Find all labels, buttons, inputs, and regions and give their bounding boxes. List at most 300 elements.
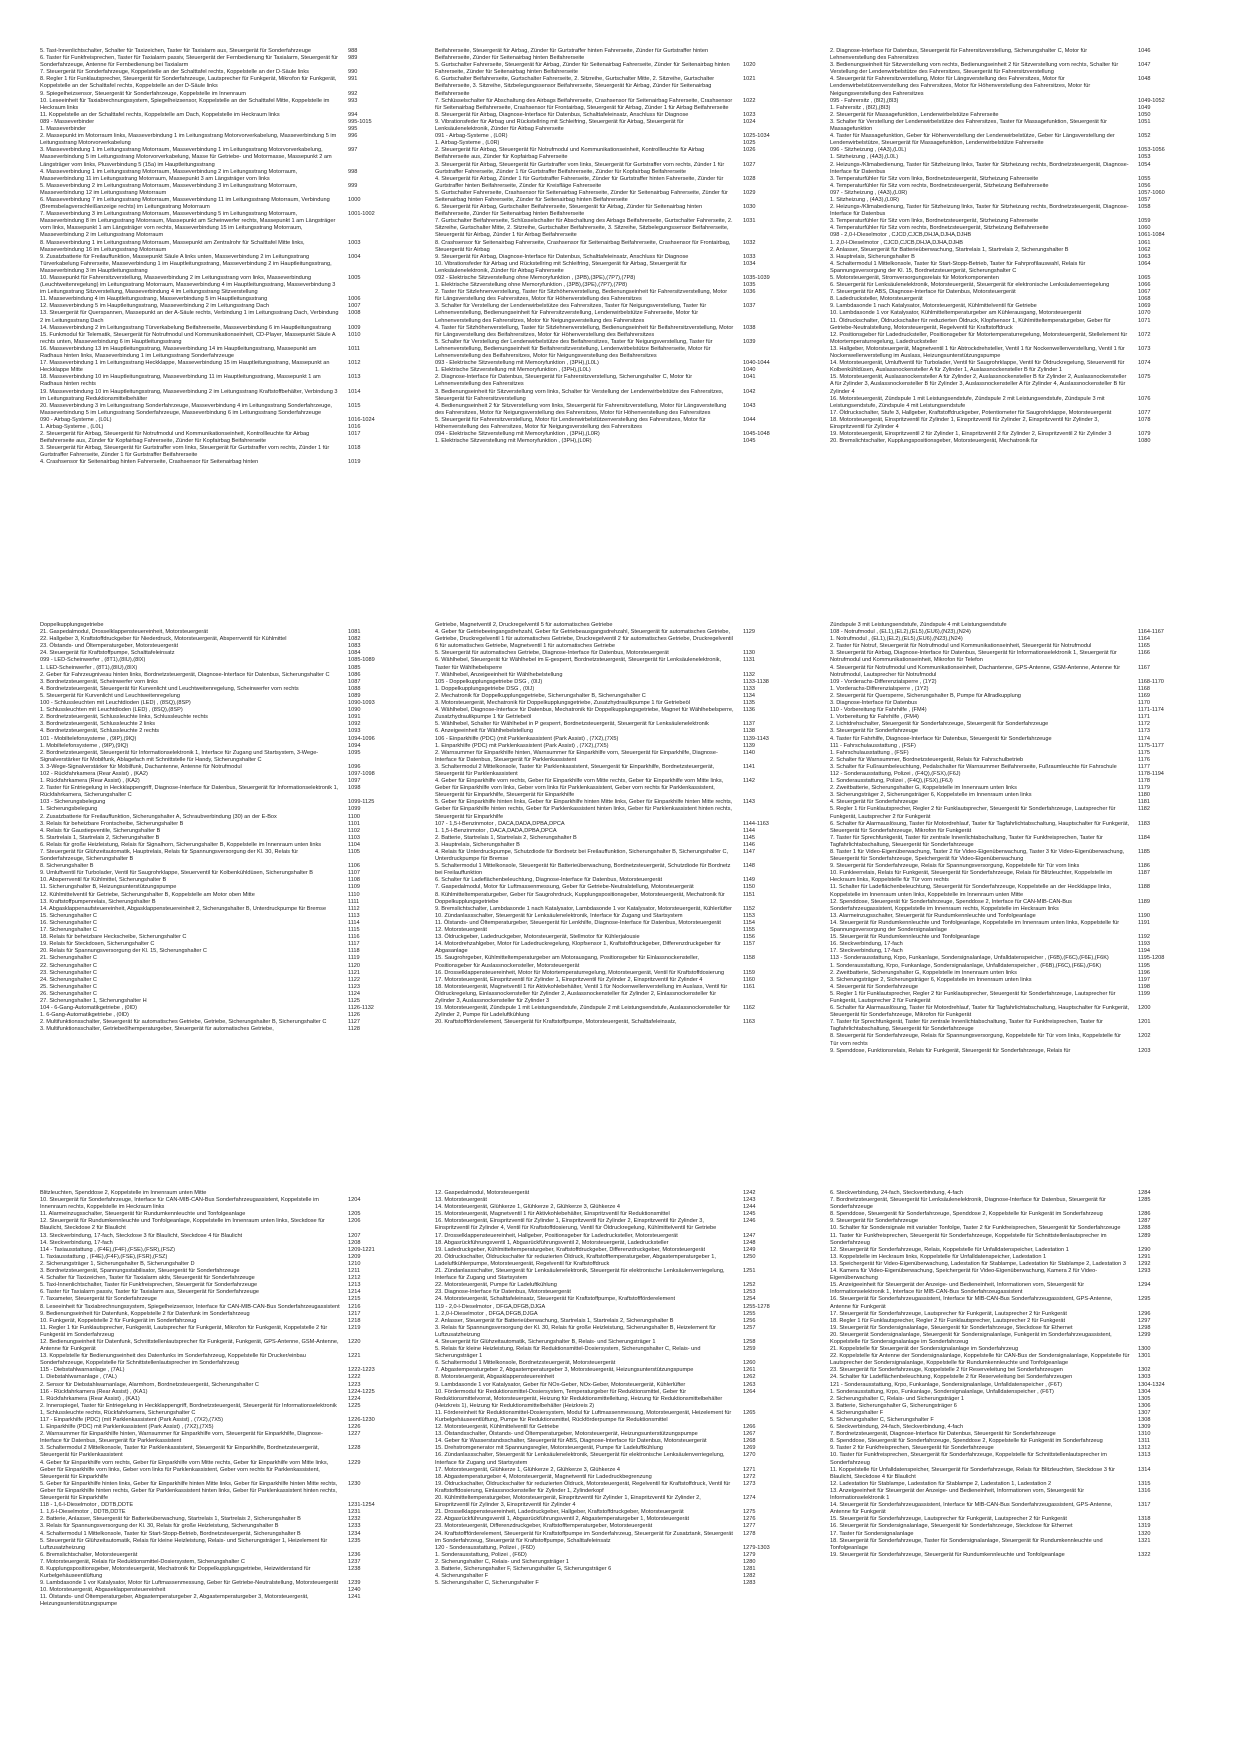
entry-text: 3. Temperaturfühler für Sitz vorn links, Bordnetzsteuergerät, Sitzheizung Fahrerseite	[830, 218, 1039, 225]
entry-text: 4. Masseverbindung 1 im Leitungsstrang Motorraum, Masseverbindung 2 im Leitungsstrang Motorraum, Masseverbindung 11 im Leitungsstrang Motorraum, Massepunkt 3 am Längsträger vorn links	[40, 168, 298, 182]
entry-page-number: 1222	[348, 1374, 361, 1381]
index-entry	[830, 1552, 1200, 1559]
entry-text: 3. Steuergerät für Airbag, Steuergerät für Gurtstraffer vorn links, Steuergerät für Gurtstraffer vorn rechts, Zünder 1 für Gurtstraffer Fahrerseite, Zünder 1 für Gurtstraffer Beifahrerseite	[40, 445, 330, 459]
entry-text: 20. Öldruckschalter, Öldruckschalter für reduzierten Öldruck, Kraftstofftemperaturgeber, Abgastemperaturgeber 1, Ladeluftkühlerpumpe, Motorsteuergerät, Regelventil für Kraftstoffdruck	[435, 1253, 716, 1267]
entry-text: 8. Leseeinheit für Taxiabrechnungssystem, Spiegelheizsensor, Interface für CAN-MIB-CAN-Bus Sonderfahrzeugassistent	[40, 1303, 340, 1310]
entry-text: 6. Schaltermodul 1 Mittelkonsole, Bordnetzsteuergerät, Motorsteuergerät	[435, 1360, 616, 1367]
entry-text: 11. Schalter für Ladeflächenbeleuchtung, Steuergerät für Sonderfahrzeuge, Koppelstelle an der Heckklappe links, Koppelstelle im Innenraum unten links, Koppelstelle im Innenraum unten Mitte	[830, 884, 1112, 898]
entry-page-number: 1024	[743, 118, 756, 125]
index-entry	[830, 948, 1200, 955]
entry-text: 20. Kühlmitteltemperaturgeber, Motorsteuergerät, Einspritzventil für Zylinder 1, Einspritzventil für Zylinder 2, Einspritzventil für Zylinder 3, Einspritzventil für Zylinder 4	[435, 1495, 701, 1509]
index-entry	[435, 1218, 805, 1232]
entry-text: 3. Bedienungseinheit für Sitzverstellung vorn links, Schalter für Verstellung der Lendenwirbelstütze des Fahrersitzes, Steuergerät für Fahrersitzverstellung	[435, 388, 724, 402]
entry-page-number: 1075	[1138, 374, 1151, 381]
index-entry	[40, 1382, 410, 1389]
entry-page-number: 1281	[743, 1565, 756, 1572]
entry-text: 5. Geber für Einparkhilfe hinten links, Geber für Einparkhilfe hinten Mitte links, Geber für Einparkhilfe hinten Mitte rechts, Geber für Einparkhilfe hinten rechts, Geber für Parklenkassistent hinten links, Geber für Parklenkassistent hinten rechts, Steuergerät für Einparkhilfe	[40, 1480, 338, 1502]
entry-page-number: 1048	[1138, 76, 1151, 83]
index-entry	[40, 934, 410, 941]
entry-page-number: 1021	[743, 76, 756, 83]
entry-text: 21. Sicherungshalter C	[40, 955, 97, 962]
index-entry	[435, 1438, 805, 1445]
index-entry	[435, 133, 805, 140]
entry-text: 9. Spenddose, Funktionsrelais, Relais für Funkgerät, Steuergerät für Sonderfahrzeuge, Relais für	[830, 1047, 1071, 1054]
entry-text: 1. 2,0-l-Dieselmotor , CJCD,CJCB,DHJA,DJHA,DJHB	[830, 239, 964, 246]
entry-page-number: 1042	[743, 388, 756, 395]
entry-text: 2. Heizungs-/Klimabedienung, Taster für Sitzheizung links, Taster für Sitzheizung rechts, Bordnetzsteuergerät, Diagnose-Interface für Datenbus	[830, 204, 1129, 218]
entry-text: 7. Wählhebel, Anzeigeeinheit für Wählhebelstellung	[435, 671, 563, 678]
index-entry	[40, 828, 410, 835]
index-entry	[830, 1218, 1200, 1225]
entry-page-number: 1178	[1138, 778, 1151, 785]
entry-text: 3. Bordnetzsteuergerät, Scheinwerfer vorn links	[40, 678, 158, 685]
entry-text: 2. Batterie, Startrelais 1, Startrelais 2, Sicherungshalter B	[435, 834, 577, 841]
index-entry	[830, 771, 1200, 778]
index-entry	[435, 736, 805, 743]
index-entry	[830, 225, 1200, 232]
entry-text: 2. Sicherungshalter C, Relais- und Sicherungsträger 1	[830, 1395, 965, 1402]
index-column	[830, 48, 1200, 467]
index-entry	[435, 218, 805, 239]
index-entry	[40, 1580, 410, 1587]
entry-text: 1. Elektrische Sitzverstellung mit Memoryfunktion , (3PH),(L0L)	[435, 367, 591, 374]
entry-text: 2. Batterie, Anlasser, Steuergerät für Batterieüberwachung, Startrelais 1, Startrelais 2, Sicherungshalter B	[40, 1516, 301, 1523]
index-entry	[830, 629, 1200, 636]
entry-text: 6. Masseverbindung 7 im Leitungsstrang Motorraum, Masseverbindung 11 im Leitungsstrang Motorraum, Verbindung (Bremsbelagverschleißanzeige rechts) im Leitungsstrang Motorraum	[40, 196, 330, 211]
entry-text: 4. Steuergerät für Notrufmodul und Kommunikationseinheit, Dachantenne, GPS-Antenne, GSM-Antenne, Antenne für Notrufmodul, Lautsprecher für Notrufmodul	[830, 664, 1121, 678]
entry-page-number: 1122	[348, 976, 361, 983]
index-entry	[435, 1467, 805, 1474]
entry-page-number: 1133-1138	[743, 678, 769, 685]
entry-page-number: 1093	[348, 728, 361, 735]
entry-page-number: 1134	[743, 692, 756, 699]
entry-text: 14. Steuergerät für Rundumkennleuchte und Tonfolgeanlage, Koppelstelle im Innenraum unten links, Koppelstelle für Spannungsversorgung der Sondersignalanlage	[830, 919, 1120, 934]
index-entry	[40, 728, 410, 735]
entry-page-number: 1130	[743, 650, 756, 657]
index-entry	[435, 629, 805, 650]
entry-text: 15. Sicherungshalter C	[40, 912, 97, 919]
entry-text: 11. Öldruckschalter, Öldruckschalter für reduzierten Öldruck, Klopfsensor 1, Kühlmitteltemperaturgeber, Geber für Getriebe-Neutralstellung, Motorsteuergerät, Regelventil für Kraftstoffdruck	[830, 317, 1111, 331]
entry-page-number: 1315	[1138, 1480, 1151, 1487]
entry-page-number: 1095	[348, 749, 361, 756]
index-column	[40, 48, 410, 467]
entry-page-number: 1026	[743, 147, 756, 154]
entry-page-number: 1280	[743, 1558, 756, 1565]
entry-text: 9. Bremslichtschalter, Lambdasonde 1 nach Katalysator, Lambdasonde 1 vor Katalysator, Motorsteuergerät, Kühlerlüfter	[435, 905, 732, 912]
index-entry	[40, 1005, 410, 1012]
entry-text: 2. Multifunktionsschalter, Steuergerät für automatisches Getriebe, Getriebe, Sicherungshalter B, Sicherungshalter C	[40, 1019, 327, 1026]
entry-page-number: 1069	[1138, 303, 1151, 310]
entry-text: 1. Vorbereitung für Fahrhilfe , (FM4)	[830, 714, 919, 721]
entry-page-number: 1169	[1138, 692, 1151, 699]
entry-page-number: 1023	[743, 111, 756, 118]
entry-text: 1. Fahrersitz , (8I2),(8I3)	[830, 104, 891, 111]
entry-text: 3. Relais für Spannungsversorgung der Kl. 30, Relais für große Heizleistung, Sicherungshalter B	[40, 1523, 279, 1530]
entry-page-number: 1016-1024	[348, 416, 375, 423]
entry-page-number: 1016	[348, 423, 361, 430]
entry-text: 17. Drosselklappensteuereinheit, Hallgeber, Positionsgeber für Ladedrucksteller, Motorsteuergerät	[435, 1232, 678, 1239]
index-entry	[435, 1509, 805, 1516]
entry-text: 12. Gaspedalmodul, Motorsteuergerät	[435, 1190, 530, 1196]
entry-text: 5. Gurtschalter Fahrerseite, Crashsensor für Seitenairbag Fahrerseite, Zünder für Seitenairbag Fahrerseite, Zünder für Seitenairbag hinten Fahrerseite, Zünder für Seitenairbag hinten Beifahrerseite	[435, 189, 728, 203]
entry-page-number: 1132	[743, 671, 756, 678]
entry-text: 100 - Schlussleuchten mit Leuchtdioden (LED) , (8SQ),(8SP)	[40, 700, 191, 707]
index-entry	[830, 806, 1200, 820]
index-entry	[435, 367, 805, 374]
entry-text: 9. Steuergerät für Sonderfahrzeuge	[830, 1218, 919, 1225]
entry-text: 9. Spiegelheizsensor, Steuergerät für Sonderfahrzeuge, Koppelstelle im Innenraum	[40, 90, 246, 97]
entry-page-number: 1168-1170	[1138, 678, 1164, 685]
entry-text: 6. Wählhebel, Steuergerät für Wählhebel im E-gesperrt, Bordnetzsteuergerät, Steuergerät für Lenksäulenelektronik, Taster für Wählhebelsperre	[435, 657, 722, 671]
entry-page-number: 1226	[348, 1424, 361, 1431]
entry-text: 12. Spenddose, Steuergerät für Sonderfahrzeuge, Spenddose 2, Interface für CAN-MIB-CAN-Bus Sonderfahrzeugassistent, Koppelstelle im Innenraum rechts, Koppelstelle im Heckraum links	[830, 898, 1072, 912]
index-entry	[435, 1360, 805, 1367]
index-entry	[40, 91, 410, 98]
index-entry	[435, 240, 805, 254]
entry-text: 3. Sicherungsträger 2, Sicherungsträger 6, Koppelstelle im Innenraum unten links	[830, 976, 1032, 983]
entry-text: 27. Sicherungshalter 1, Sicherungshalter H	[40, 997, 147, 1004]
entry-text: 4. Bordnetzsteuergerät, Steuergerät für Kurvenlicht und Leuchtweitenregelung, Scheinwerfer vorn rechts	[40, 685, 299, 692]
index-entry	[435, 970, 805, 977]
entry-text: 14. Abgasklappenaufsteuereinheit, Abgasklappensteuereinheit 2, Sicherungshalter B, Unterdruckpumpe für Bremse	[40, 905, 327, 912]
index-entry	[40, 1240, 410, 1247]
index-entry	[435, 204, 805, 218]
entry-page-number: 1217	[348, 1310, 361, 1317]
entry-page-number: 1319	[1138, 1523, 1151, 1530]
entry-text: 10. Vibrationsfeder für Airbag und Rückstellring mit Schleifring, Steuergerät für Airbag, Steuergerät für Lenksäulenelektronik, Zünder für Airbag Fahrerseite	[435, 260, 687, 274]
index-entry	[40, 977, 410, 984]
entry-page-number: 1068	[1138, 296, 1151, 303]
entry-page-number: 1222-1223	[348, 1367, 375, 1374]
index-entry	[830, 76, 1200, 97]
index-entry	[830, 721, 1200, 728]
index-entry	[40, 1190, 410, 1197]
entry-text: 13. Alarmeinzugsschalter, Steuergerät für Rundumkennleuchte und Tonfolgeanlage	[830, 912, 1036, 919]
index-entry	[830, 1311, 1200, 1318]
entry-page-number: 1025	[743, 140, 756, 147]
entry-text: 1. Einparkhilfe (PDC) mit Parklenkassistent (Park Assist) , (7X2),(7X5)	[435, 742, 609, 749]
entry-text: 17. Motorsteuergerät, Einspritzventil für Zylinder 1, Einspritzventil für Zylinder 2, Einspritzventil für Zylinder 4	[435, 976, 703, 983]
entry-text: 16. Steuergerät für Sonderfahrzeugassistent, Interface für MIB-CAN-Bus Sonderfahrzeugassistent, GPS-Antenne, Antenne für Funkgerät	[830, 1296, 1113, 1310]
index-entry	[830, 1254, 1200, 1261]
index-entry	[830, 977, 1200, 984]
page-section-1	[40, 48, 1200, 467]
entry-page-number: 1045-1048	[743, 431, 770, 438]
entry-page-number: 1011	[348, 345, 361, 352]
entry-text: 1. Rückfahrkamera (Rear Assist) , (KA2)	[40, 778, 140, 785]
index-entry	[830, 133, 1200, 147]
entry-text: 3. Relais für beheizbare Frontscheibe, Sicherungshalter B	[40, 820, 184, 827]
entry-text: 25. Sicherungshalter C	[40, 983, 97, 990]
entry-text: 10. Zündanlassschalter, Steuergerät für Lenksäulenelektronik, Interface für Zugang und Startsystem	[435, 912, 683, 919]
entry-page-number: 1160	[743, 976, 756, 983]
entry-page-number: 1067	[1138, 289, 1151, 296]
entry-page-number: 1149	[743, 877, 756, 884]
entry-page-number: 991	[348, 76, 358, 83]
entry-page-number: 1111	[348, 898, 360, 905]
entry-text: 2. Taster für Entriegelung in Heckklappengriff, Diagnose-Interface für Datenbus, Steuergerät für Informationselektronik 1, Rückfahrkamera, Sicherungshalter C	[40, 785, 339, 799]
entry-text: 104 - 6-Gang-Automatikgetriebe , (0ID)	[40, 1005, 138, 1012]
entry-page-number: 1087	[348, 678, 361, 685]
index-entry	[40, 948, 410, 955]
index-entry	[830, 679, 1200, 686]
entry-page-number: 1239	[348, 1580, 361, 1587]
index-entry	[40, 799, 410, 806]
index-entry	[40, 112, 410, 119]
index-entry	[830, 1211, 1200, 1218]
index-entry	[830, 254, 1200, 261]
entry-text: 4. Temperaturfühler für Sitz vorn rechts, Bordnetzsteuergerät, Sitzheizung Beifahrerseite	[830, 225, 1049, 232]
entry-text: 1. Vorderachs-Differenzialsperre , (1Y2)	[830, 685, 929, 692]
entry-page-number: 988	[348, 48, 358, 54]
index-entry	[830, 643, 1200, 650]
entry-page-number: 1157	[743, 941, 756, 948]
entry-page-number: 997	[348, 147, 358, 154]
entry-page-number: 1251	[743, 1268, 756, 1275]
entry-text: 14. Motorsteuergerät, Umluftventil für Turbolader, Ventil für Saugrohrklappe, Ventil für Öldruckregelung, Steuerventil für Kolbenkühldüsen, Auslassnockensteller A für Zylinder 1, Auslassnockensteller B für Zylinder 1	[830, 360, 1125, 374]
entry-text: 112 - Sonderausstattung, Polizei , (F4Q),(FSX),(F6J)	[830, 770, 961, 777]
index-entry	[830, 963, 1200, 970]
entry-page-number: 1186	[1138, 863, 1151, 870]
entry-page-number: 1209	[348, 1253, 361, 1260]
index-entry	[435, 1190, 805, 1197]
entry-page-number: 1100	[348, 813, 361, 820]
entry-text: 1. Sonderausstattung, Krpo, Funkanlage, Sondersignalanlage, Unfalldatenspeicher , (F6T)	[830, 1388, 1054, 1395]
index-entry	[40, 183, 410, 197]
entry-page-number: 1079	[1138, 431, 1151, 438]
index-entry	[435, 1197, 805, 1204]
entry-page-number: 1265	[743, 1409, 756, 1416]
entry-page-number: 1291	[1138, 1253, 1151, 1260]
entry-page-number: 1033	[743, 253, 756, 260]
index-entry	[830, 261, 1200, 275]
entry-page-number: 1279-1303	[743, 1544, 770, 1551]
entry-text: 22. Hallgeber 3, Kraftstoffdruckgeber für Niederdruck, Motorsteuergerät, Absperrventil für Kühlmittel	[40, 636, 287, 643]
index-entry	[435, 884, 805, 891]
entry-text: 114 - Taxiausstattung , (F4E),(F4F),(FSE),(FSR),(FSZ)	[40, 1246, 175, 1253]
entry-page-number: 1089	[348, 692, 361, 699]
entry-page-number: 1282	[743, 1573, 756, 1580]
entry-page-number: 1108	[348, 877, 361, 884]
entry-page-number: 1292	[1138, 1260, 1151, 1267]
entry-page-number: 1318	[1138, 1516, 1151, 1523]
index-entry	[40, 892, 410, 899]
index-entry	[830, 247, 1200, 254]
entry-page-number: 1297	[1138, 1317, 1151, 1324]
index-entry	[40, 459, 410, 466]
index-entry	[40, 296, 410, 303]
entry-text: 12. Bedienungseinheit für Datenfunk, Schnittstellenlautsprecher für Funkgerät, Funkgerät, GPS-Antenne, GSM-Antenne, Antenne für Funkgerät	[40, 1338, 339, 1353]
entry-text: 5. Regler 1 für Funklautsprecher, Regler 2 für Funklautsprecher, Steuergerät für Sonderfahrzeuge, Lautsprecher für Funkgerät, Lautsprecher 2 für Funkgerät	[830, 806, 1116, 820]
index-entry	[435, 650, 805, 657]
entry-page-number: 1173	[1138, 728, 1151, 735]
index-entry	[435, 906, 805, 913]
index-entry	[830, 1325, 1200, 1332]
index-entry	[40, 913, 410, 920]
entry-page-number: 1171-1174	[1138, 707, 1164, 714]
entry-text: 17. Steckverbindung, 17-fach	[830, 948, 903, 955]
entry-page-number: 1001-1002	[348, 211, 375, 218]
entry-text: 7. Gurtschalter Beifahrerseite, Schlüsselschalter für Abschaltung des Airbags Beifahrerseite, Gurtschalter Fahrerseite, 2. Sitzreihe, Gurtschalter Mitte, 2. Sitzreihe, Gurtschalter Beifahrerseite, 3. Sitzreihe, Sitzbelegungssensor Beifahrerseite, Steuergerät für Airbag, Zünder 1 für Airbag Beifahrerseite	[435, 218, 733, 239]
entry-page-number: 1240	[348, 1587, 361, 1594]
index-entry	[435, 920, 805, 927]
entry-text: 18. Motorsteuergerät, Magnetventil 1 für Aktivkohlebehälter, Ventil 1 für Nockenwellenverstellung im Auslass, Ventil für Öldruckregelung, Einlassnockensteller für Zylinder 2, Auslassnockensteller für Zylinder 2, Einlassnockensteller für Zylinder 3, Auslassnockensteller für Zylinder 3	[435, 983, 728, 1004]
entry-text: 15. Steuergerät für Sonderfahrzeuge, Lautsprecher für Funkgerät, Lautsprecher 2 für Funkgerät	[830, 1516, 1067, 1523]
index-entry	[40, 169, 410, 183]
index-entry	[435, 1268, 805, 1282]
index-entry	[40, 1261, 410, 1268]
entry-text: 2. Zusatzbatterie für Freilauffunktion, Sicherungshalter A, Schraubverbindung (30) an der E-Box	[40, 813, 277, 820]
entry-text: 3. Schaltermodul 2 Mittelkonsole, Taster für Parklenkassistent, Steuergerät für Einparkhilfe, Bordnetzsteuergerät, Steuergerät für Parklenkassistent	[40, 1445, 320, 1459]
entry-page-number: 1118	[348, 948, 360, 955]
entry-text: 17. Motorsteuergerät, Glühkerze 1, Glühkerze 2, Glühkerze 3, Glühkerze 4	[435, 1466, 620, 1473]
entry-page-number: 1074	[1138, 360, 1151, 367]
entry-page-number: 1199	[1138, 990, 1151, 997]
index-entry	[830, 1019, 1200, 1033]
entry-page-number: 1088	[348, 685, 361, 692]
entry-page-number: 1046	[1138, 48, 1151, 54]
index-entry	[435, 1240, 805, 1247]
index-entry	[830, 1197, 1200, 1211]
entry-page-number: 1045	[743, 438, 756, 445]
entry-page-number: 1231	[348, 1509, 361, 1516]
entry-text: 12. Kühlmittelventil für Getriebe, Sicherungshalter B, Koppelstelle am Motor oben Mitte	[40, 891, 255, 898]
entry-text: 5. Wählhebel, Schalter für Wählhebel in P gesperrt, Bordnetzsteuergerät, Steuergerät für Lenksäulenelektronik	[435, 721, 709, 728]
entry-page-number: 1020	[743, 62, 756, 69]
entry-text: 4. Bedienungseinheit 2 für Sitzverstellung vorn links, Steuergerät für Fahrersitzverstellung, Motor für Längsverstellung des Fahrersitzes, Motor für Neigungsverstellung des Fahrersitzes, Motor für Höhenverstellung des Fahrersitzes	[435, 402, 727, 416]
entry-page-number: 1163	[743, 1019, 756, 1026]
index-entry	[435, 941, 805, 955]
entry-text: 1. Rückfahrkamera (Rear Assist) , (KA1)	[40, 1395, 140, 1402]
entry-text: 5. Gurtschalter Fahrerseite, Steuergerät für Airbag, Zünder für Seitenairbag Fahrerseite, Zünder für Seitenairbag hinten Fahrerseite, Zünder für Seitenairbag hinten Beifahrerseite	[435, 62, 730, 76]
entry-page-number: 1052	[1138, 133, 1151, 140]
entry-page-number: 1054	[1138, 161, 1151, 168]
entry-text: 13. Motorsteuergerät	[435, 1197, 487, 1204]
entry-text: 9. Steuergerät für Sonderfahrzeuge, Relais für Spannungsversorgung, Koppelstelle für Tür vorn links	[830, 863, 1080, 870]
index-entry	[435, 112, 805, 119]
entry-text: 7. Taxameter, Steuergerät für Sonderfahrzeuge	[40, 1296, 157, 1303]
entry-text: 1. Elektrische Sitzverstellung mit Memoryfunktion , (3PH),(L0R)	[435, 438, 592, 445]
entry-text: 5. Masseverbindung 2 im Leitungsstrang Motorraum, Masseverbindung 3 im Leitungsstrang Motorraum, Masseverbindung 12 im Leitungsstrang Motorraum	[40, 182, 298, 196]
entry-page-number: 1293	[1138, 1268, 1151, 1275]
entry-text: 22. Sicherungshalter C	[40, 962, 97, 969]
index-entry	[40, 1254, 410, 1261]
entry-page-number: 1073	[1138, 345, 1151, 352]
index-entry	[40, 686, 410, 693]
index-entry	[435, 913, 805, 920]
index-entry	[435, 877, 805, 884]
entry-page-number: 1254	[743, 1296, 756, 1303]
entry-page-number: 990	[348, 69, 358, 76]
entry-page-number: 1066	[1138, 282, 1151, 289]
entry-text: 19. Motorsteuergerät, Einspritzventil 2 für Zylinder 1, Einspritzventil 2 für Zylinder 2, Einspritzventil 2 für Zylinder 3	[830, 431, 1112, 438]
index-entry	[40, 133, 410, 147]
entry-text: 102 - Rückfahrkamera (Rear Assist) , (KA2)	[40, 770, 148, 777]
entry-text: 24. Sicherungshalter C	[40, 976, 97, 983]
index-entry	[830, 240, 1200, 247]
entry-page-number: 1003	[348, 239, 361, 246]
entry-text: Zündspule 3 mit Leistungsendstufe, Zündspule 4 mit Leistungsendstufe	[830, 622, 1007, 628]
entry-page-number: 1104	[348, 841, 361, 848]
entry-text: 1. Taxiausstattung , (F4E),(F4F),(FSE),(FSR),(FSZ)	[40, 1253, 168, 1260]
index-entry	[435, 1311, 805, 1318]
entry-page-number: 1193	[1138, 941, 1151, 948]
entry-page-number: 1228	[348, 1445, 361, 1452]
entry-text: 3. Temperaturfühler für Sitz vorn links, Bordnetzsteuergerät, Sitzheizung Fahrerseite	[830, 175, 1039, 182]
index-entry	[435, 1531, 805, 1545]
index-entry	[435, 417, 805, 431]
entry-text: 7. Steuergerät für Sonderfahrzeuge, Koppelstelle an der Schalttafel rechts, Koppelstelle an der D-Säule links	[40, 69, 309, 76]
entry-page-number: 1195	[1138, 962, 1151, 969]
entry-page-number: 1304	[1138, 1388, 1151, 1395]
index-entry	[830, 1005, 1200, 1019]
entry-text: 3. Steuergerät für Airbag, Steuergerät für Gurtstraffer vorn links, Steuergerät für Gurtstraffer vorn rechts, Zünder 1 für Gurtstraffer Fahrerseite, Zünder 1 für Gurtstraffer Beifahrerseite, Zünder für Kopfairbag Beifahrerseite	[435, 161, 725, 175]
entry-text: 4. Taster für Sitzhöhenverstellung, Taster für Sitzlehnenverstellung, Bedienungseinheit für Beifahrersitzverstellung, Motor für Längsverstellung des Beifahrersitzes, Motor für Höhenverstellung des Beifahrersitzes	[435, 324, 734, 338]
entry-text: 5. Schalter für Verstellung der Lendenwirbelstütze des Beifahrersitzes, Taster für Neigungsverstellung, Taster für Lehnenverstellung, Bedienungseinheit für Beifahrersitzverstellung, Lendenwirbelstütze Beifahrerseite, Motor für Lehnenverstellung des Beifahrersitzes, Motor für Neigungsverstellung des Beifahrersitzes	[435, 338, 713, 360]
entry-page-number: 1145	[743, 834, 756, 841]
entry-page-number: 1162	[743, 1005, 756, 1012]
entry-page-number: 1151	[743, 891, 756, 898]
entry-text: 15. Motorsteuergerät, Magnetventil 1 für Aktivkohlebehälter, Einspritzventil für Reduktionsmittel	[435, 1211, 670, 1218]
index-entry	[40, 1197, 410, 1211]
entry-page-number: 1209-1221	[348, 1246, 375, 1253]
entry-page-number: 1103	[348, 834, 361, 841]
entry-text: 9. Lambdasonde 1 vor Katalysator, Motor für Luftmassenmessung, Geber für Getriebe-Neutralstellung, Motorsteuergerät	[40, 1580, 339, 1587]
entry-text: 13. Speichergerät für Video-Eigenüberwachung, Ladestation für Stablampe, Ladestation für Stablampe 2, Ladestation 3	[830, 1260, 1126, 1267]
index-entry	[830, 112, 1200, 119]
entry-page-number: 1000	[348, 196, 361, 203]
entry-text: 2. Diagnose-Interface für Datenbus, Steuergerät für Fahrersitzverstellung, Sicherungshalter C, Motor für Lehnenverstellung des Fahrersitzes	[830, 48, 1088, 62]
index-entry	[830, 1190, 1200, 1197]
index-entry	[40, 55, 410, 69]
entry-page-number: 1276	[743, 1516, 756, 1523]
index-entry	[40, 1247, 410, 1254]
entry-text: 4. Schaltermodul 1 Mittelkonsole, Taster für Start-Stopp-Betrieb, Taster für Fahrprofilauswahl, Relais für Spannungsversorgung der Kl. 15, Bordnetzsteuergerät, Sicherungshalter C	[830, 260, 1086, 274]
entry-text: 3. Masseverbindung 1 im Leitungsstrang Motorraum, Masseverbindung 1 im Leitungsstrang Motorvorverkabelung, Masseverbindung 5 im Leitungsstrang Motorvorverkabelung, Masse für Getriebe- und Motormasse, Massepunkt 2 am Längsträger vorn links, Plusverbindung 5 (15a) im Hauptleitungsstrang	[40, 147, 332, 168]
entry-text: 091 - Airbag-Systeme , (L0R)	[435, 133, 508, 140]
index-entry	[40, 211, 410, 239]
entry-text: 6. Gurtschalter Beifahrerseite, Gurtschalter Fahrerseite, 2. Sitzreihe, Gurtschalter Mitte, 2. Sitzreihe, Gurtschalter Beifahrerseite, 3. Sitzreihe, Sitzbelegungssensor Beifahrerseite, Steuergerät für Airbag, Zünder für Seitenairbag Beifahrerseite	[435, 76, 715, 97]
index-entry	[830, 1048, 1200, 1055]
entry-text: 098 - 2,0-l-Dieselmotor , CJCD,CJCB,DHJA,DJHA,DJHB	[830, 232, 972, 239]
entry-text: 10. Funkgerät, Koppelstelle 2 für Funkgerät im Sonderfahrzeug	[40, 1317, 197, 1324]
index-entry	[435, 1296, 805, 1303]
entry-text: 115 - Diebstahlwarnanlage , (7AL)	[40, 1367, 125, 1374]
entry-text: 4. Steuergerät für Glühzeitautomatik, Sicherungshalter B, Relais- und Sicherungsträger 1	[435, 1338, 656, 1345]
entry-text: 111 - Fahrschulausstattung , (FSF)	[830, 742, 916, 749]
entry-text: 1. Fahrschulausstattung , (FSF)	[830, 749, 909, 756]
entry-text: 4. Steuergerät für Airbag, Zünder 1 für Gurtstraffer Fahrerseite, Zünder für Gurtstraffer hinten Fahrerseite, Zünder für Gurtstraffer hinten Beifahrerseite, Zünder für Kreisfläge Fahrerseite	[435, 175, 724, 189]
index-entry	[435, 821, 805, 828]
entry-page-number: 1019	[348, 459, 361, 466]
entry-page-number: 1247	[743, 1232, 756, 1239]
entry-page-number: 1107	[348, 870, 361, 877]
entry-text: 10. Lambdasonde 1 vor Katalysator, Kühlmitteltemperaturgeber am Kühlerausgang, Motorsteuergerät	[830, 310, 1082, 317]
entry-text: 103 - Sicherungsbelegung	[40, 799, 106, 806]
index-entry	[830, 1346, 1200, 1353]
index-entry	[435, 1339, 805, 1346]
index-entry	[435, 1325, 805, 1339]
entry-page-number: 1307	[1138, 1409, 1151, 1416]
entry-text: 2. Zweitbatterie, Sicherungshalter G, Koppelstelle im Innenraum unten links	[830, 785, 1017, 792]
entry-text: 14. Masseverbindung 2 im Leitungsstrang Türverkabelung Beifahrerseite, Masseverbindung 6 im Hauptleitungsstrang	[40, 324, 331, 331]
entry-page-number: 1119	[348, 955, 360, 962]
index-entry	[830, 686, 1200, 693]
entry-page-number: 1206	[348, 1218, 361, 1225]
index-entry	[40, 98, 410, 112]
index-entry	[435, 1019, 805, 1026]
entry-text: 8. Taster 1 für Video-Eigenüberwachung, Taster 2 für Video-Eigenüberwachung, Taster 3 für Video-Eigenüberwachung, Steuergerät für Sonderfahrzeuge, Speichergerät für Video-Eigenüberwachung	[830, 849, 1125, 863]
